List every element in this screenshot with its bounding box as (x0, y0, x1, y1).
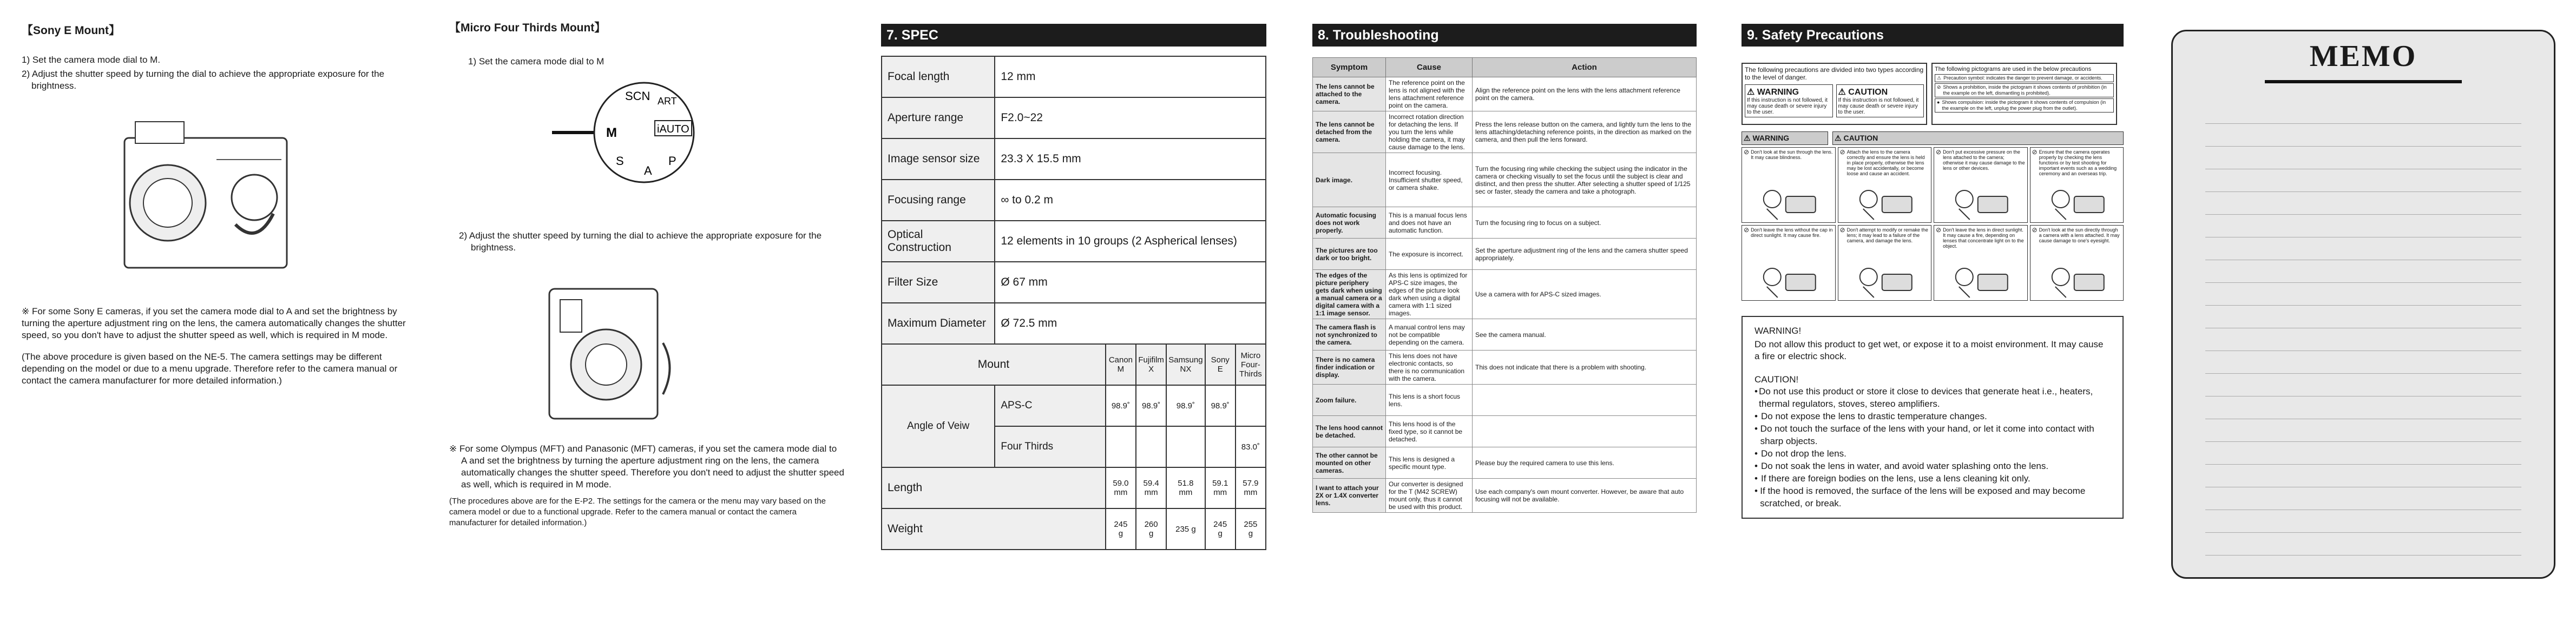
spec-value: 23.3 X 15.5 mm (995, 138, 1266, 180)
bullet-dot-icon: • (1754, 424, 1758, 434)
memo-ruled-line (2205, 214, 2521, 215)
symptom-cell: The lens hood cannot be detached. (1313, 416, 1386, 447)
action-cell: Use each company's own mount converter. However, be aware that auto focusing will not be available. (1473, 479, 1697, 513)
spec-label: Maximum Diameter (882, 303, 995, 344)
caution-column-text: CAUTION (1843, 134, 1878, 142)
spec-row (882, 56, 1266, 97)
safety-title: 9. Safety Precautions (1742, 24, 2124, 47)
weight-value: 245 g (1205, 508, 1236, 550)
mft-note1: ※ For some Olympus (MFT) and Panasonic (MFT) cameras, if you set the camera mode dial to A and set the brightness by turning the aperture adjustment ring on the lens, the camera automatically changes the shutter speed. Therefore you don't need to adjust the shutter speed as well, which is required in M mode. (449, 444, 844, 490)
spec-label: Aperture range (882, 97, 995, 138)
action-cell: Use a camera with for APS-C sized images. (1473, 270, 1697, 319)
safety-cell-illustration (1744, 261, 1834, 299)
safety-cell (1838, 147, 1932, 223)
action-cell: Please buy the required camera to use this lens. (1473, 447, 1697, 479)
length-value: 59.1 mm (1205, 467, 1236, 508)
length-label: Length (882, 467, 1106, 508)
safety-cell-text: Don't leave the lens in direct sunlight. It may cause a fire, depending on lenses that concentrate light on to the object. (1943, 227, 2024, 249)
memo-panel (2171, 30, 2555, 579)
weight-label: Weight (882, 508, 1106, 550)
warning-label: ⚠ WARNING (1747, 88, 1799, 97)
prohibition-icon: ⊘ (1936, 148, 1942, 156)
sony-note2: (The above procedure is given based on the NE-5. The camera settings may be different depending on the model or due to a menu upgrade. Therefore refer to the camera manual or contact the camera manufacturer for more detailed information.) (22, 352, 398, 386)
spec-mount-row (882, 344, 1266, 385)
cause-cell: This lens hood is of the fixed type, so it cannot be detached. (1386, 416, 1473, 447)
bullet-dot-icon: • (1754, 448, 1758, 459)
prohibition-icon: ⊘ (2032, 226, 2038, 234)
length-value: 57.9 mm (1236, 467, 1266, 508)
sony-note1: ※ For some Sony E cameras, if you set the camera mode dial to A and set the brightness by turning the aperture adjustment ring on the lens, the camera automatically changes the shutter speed, so you don't have to adjust the shutter speed as well, which is required in M mode. (22, 306, 406, 340)
cause-cell: This is a manual focus lens and does not have an automatic function. (1386, 207, 1473, 239)
safety-cell (1934, 147, 2028, 223)
safety-cell (1742, 147, 1836, 223)
trouble-row (1313, 447, 1697, 479)
safety-cell-text: Don't attempt to modify or remake the lens; it may lead to a failure of the camera, and damage the lens. (1846, 227, 1928, 243)
trouble-row (1313, 207, 1697, 239)
safety-cell-illustration (2032, 261, 2122, 299)
caution-label: ⚠ CAUTION (1838, 88, 1888, 97)
dial-scn: SCN (625, 89, 650, 103)
apsc-label: APS-C (995, 385, 1105, 426)
bullet-dot-icon: • (1754, 411, 1758, 421)
safety-illustration-grid (1742, 147, 2124, 301)
mft-step2: 2) Adjust the shutter speed by turning the dial to achieve the appropriate exposure for the brightness. (459, 230, 822, 253)
symptom-cell: The lens cannot be attached to the camera. (1313, 77, 1386, 111)
cause-cell: The exposure is incorrect. (1386, 239, 1473, 270)
spec-row (882, 221, 1266, 262)
caution-bullet-text: Do not use this product or store it close to devices that generate heat i.e., heaters, thermal regulators, stoves, stereo amplifiers. (1759, 386, 2093, 409)
trouble-row (1313, 416, 1697, 447)
caution-bullet-text: Do not soak the lens in water, and avoid water splashing onto the lens. (1761, 461, 2049, 471)
spec-label: Focusing range (882, 180, 995, 221)
bullet-dot-icon: • (1754, 473, 1758, 484)
memo-ruled-line (2205, 282, 2521, 283)
symptom-cell: I want to attach your 2X or 1.4X converter lens. (1313, 479, 1386, 513)
spec-label: Filter Size (882, 262, 995, 303)
caution-bullet (1754, 410, 2111, 422)
cause-cell: As this lens is optimized for APS-C size images, the edges of the picture look dark when using a digital camera with 1:1 sized images. (1386, 270, 1473, 319)
header-cause: Cause (1386, 58, 1473, 77)
spec-label: Image sensor size (882, 138, 995, 180)
apsc-value (1236, 385, 1266, 426)
action-cell: Align the reference point on the lens with the lens attachment reference point on the camera. (1473, 77, 1697, 111)
four-thirds-value: 83.0˚ (1236, 426, 1266, 467)
action-cell: See the camera manual. (1473, 319, 1697, 351)
trouble-row (1313, 77, 1697, 111)
warning-caution-box (1742, 316, 2124, 519)
pictogram-intro: The following pictograms are used in the below precautions (1935, 66, 2092, 72)
symptom-cell: There is no camera finder indication or display. (1313, 351, 1386, 385)
trouble-panel (1312, 24, 1697, 628)
mode-dial-illustration (541, 78, 704, 192)
symptom-cell: The camera flash is not synchronized to the camera. (1313, 319, 1386, 351)
mft-title: 【Micro Four Thirds Mount】 (449, 22, 606, 34)
trouble-row (1313, 385, 1697, 416)
memo-ruled-line (2205, 441, 2521, 442)
trouble-row (1313, 239, 1697, 270)
memo-ruled-line (2205, 146, 2521, 147)
pictogram-item (1935, 98, 2114, 113)
spec-apsc-row (882, 385, 1266, 426)
symptom-cell: Dark image. (1313, 153, 1386, 207)
memo-title-rule (2265, 80, 2462, 83)
caution-bullet (1754, 472, 2111, 485)
action-cell (1473, 385, 1697, 416)
bullet-dot-icon: • (1754, 461, 1758, 471)
weight-value: 255 g (1236, 508, 1266, 550)
caution-bullet (1754, 422, 2111, 447)
sony-step1: 1) Set the camera mode dial to M. (22, 55, 161, 65)
action-cell (1473, 416, 1697, 447)
prohibition-icon: ⊘ (1744, 226, 1750, 234)
safety-cell-text: Don't put excessive pressure on the lens attached to the camera; otherwise it may cause damage to the lens or other devices. (1943, 149, 2025, 171)
safety-cell-text: Don't look at the sun directly through a camera with a lens attached. It may cause damage to one's eyesight. (2039, 227, 2120, 243)
trouble-title: 8. Troubleshooting (1312, 24, 1697, 47)
symptom-cell: The pictures are too dark or too bright. (1313, 239, 1386, 270)
sony-camera-illustration (119, 116, 298, 279)
safety-cell-text: Don't look at the sun through the lens. It may cause blindness. (1751, 149, 1833, 160)
prohibition-icon: ⊘ (1744, 148, 1750, 156)
mount-name: Canon M (1106, 344, 1136, 385)
spec-row (882, 303, 1266, 344)
action-cell: Press the lens release button on the camera, and lightly turn the lens to the lens attaching/detaching reference points, in the direction as marked on the camera, and then pull the lens forward. (1473, 111, 1697, 153)
spec-value: 12 elements in 10 groups (2 Aspherical lenses) (995, 221, 1266, 262)
mount-name: Samsung NX (1166, 344, 1205, 385)
trouble-row (1313, 270, 1697, 319)
warning-label-text: WARNING (1757, 88, 1799, 97)
mft-panel (449, 0, 844, 604)
caution-bullet-text: Do not expose the lens to drastic temperature changes. (1761, 411, 1987, 421)
pictogram-symbol-icon: ⚠ (1937, 75, 1942, 81)
danger-levels-box (1742, 63, 1927, 125)
caution-bullet (1754, 485, 2111, 510)
warning-column-text: WARNING (1752, 134, 1790, 142)
action-cell: Set the aperture adjustment ring of the lens and the camera shutter speed appropriately. (1473, 239, 1697, 270)
length-value: 51.8 mm (1166, 467, 1205, 508)
weight-value: 260 g (1136, 508, 1166, 550)
memo-ruled-line (2205, 305, 2521, 306)
trouble-row (1313, 351, 1697, 385)
spec-panel (881, 24, 1266, 628)
header-action: Action (1473, 58, 1697, 77)
spec-row (882, 97, 1266, 138)
safety-cell (1742, 225, 1836, 301)
mount-label: Mount (882, 344, 1106, 385)
trouble-row (1313, 111, 1697, 153)
header-symptom: Symptom (1313, 58, 1386, 77)
prohibition-icon: ⊘ (1839, 148, 1845, 156)
prohibition-icon: ⊘ (1936, 226, 1942, 234)
pictogram-symbol-icon: ● (1937, 100, 1940, 105)
mount-name: Micro Four-Thirds (1236, 344, 1266, 385)
bullet-dot-icon: • (1754, 386, 1758, 396)
safety-cell-text: Don't leave the lens without the cap in direct sunlight. It may cause fire. (1751, 227, 1833, 238)
cause-cell: Incorrect rotation direction for detaching the lens. If you turn the lens while holding the camera, it may cause damage to the lens. (1386, 111, 1473, 153)
spec-value: ∞ to 0.2 m (995, 180, 1266, 221)
spec-row (882, 138, 1266, 180)
safety-cell (2030, 147, 2124, 223)
warning-heading: WARNING! (1754, 326, 1802, 336)
caution-bullet-text: If there are foreign bodies on the lens, use a lens cleaning kit only. (1761, 473, 2030, 484)
safety-cell-illustration (2032, 183, 2122, 221)
pictogram-symbol-icon: ⊘ (1937, 84, 1941, 90)
caution-bullet-text: If the hood is removed, the surface of the lens will be exposed and may become scratched, or break. (1760, 486, 2086, 508)
caution-heading: CAUTION! (1754, 374, 1799, 385)
spec-value: Ø 67 mm (995, 262, 1266, 303)
spec-weight-row (882, 508, 1266, 550)
weight-value: 235 g (1166, 508, 1205, 550)
cause-cell: Incorrect focusing. Insufficient shutter speed, or camera shake. (1386, 153, 1473, 207)
caution-bullet (1754, 460, 2111, 472)
cause-cell: This lens does not have electronic contacts, so there is no communication with the camera. (1386, 351, 1473, 385)
angle-label: Angle of Veiw (882, 385, 995, 467)
spec-table (881, 56, 1266, 550)
cause-cell: This lens is designed a specific mount type. (1386, 447, 1473, 479)
safety-cell-illustration (1936, 183, 2026, 221)
trouble-row (1313, 153, 1697, 207)
spec-length-row (882, 467, 1266, 508)
spec-title: 7. SPEC (881, 24, 1266, 47)
pictogram-box (1931, 63, 2117, 125)
dial-art: ART (658, 96, 677, 107)
apsc-value: 98.9˚ (1166, 385, 1205, 426)
mft-step1: 1) Set the camera mode dial to M (468, 56, 604, 67)
pictogram-text: Shows a prohibition, inside the pictogram it shows contents of prohibition (in the example on the left, dismantling is prohibited). (1943, 84, 2107, 96)
apsc-value: 98.9˚ (1136, 385, 1166, 426)
memo-title: MEMO (2309, 39, 2417, 73)
cause-cell: The reference point on the lens is not aligned with the lens attachment reference point on the camera. (1386, 77, 1473, 111)
cause-cell: A manual control lens may not be compatible depending on the camera. (1386, 319, 1473, 351)
caution-bullet-text: Do not drop the lens. (1761, 448, 1846, 459)
memo-ruled-line (2205, 373, 2521, 374)
bullet-dot-icon: • (1754, 486, 1758, 496)
safety-cell-illustration (1936, 261, 2026, 299)
safety-cell-text: Ensure that the camera operates properly by checking the lens functions or by test shooting for important events such as a wedding ceremony and an overseas trip. (2039, 149, 2117, 176)
safety-cell-text: Attach the lens to the camera correctly and ensure the lens is held in place properly, otherwise the lens may be lost accidentally, or become loose and cause an accident. (1846, 149, 1925, 176)
caution-desc: If this instruction is not followed, it may cause death or severe injury to the user. (1838, 97, 1919, 115)
symptom-cell: The lens cannot be detached from the camera. (1313, 111, 1386, 153)
dial-auto: iAUTO (657, 123, 689, 135)
trouble-row (1313, 319, 1697, 351)
dial-p: P (668, 154, 676, 168)
safety-cell-illustration (1840, 261, 1930, 299)
shutter-dial-illustration (538, 283, 679, 424)
caution-bullet (1754, 385, 2111, 410)
four-thirds-value (1166, 426, 1205, 467)
safety-cell (2030, 225, 2124, 301)
pictogram-item (1935, 83, 2114, 97)
dial-s: S (616, 154, 624, 168)
sony-title: 【Sony E Mount】 (22, 24, 120, 37)
symptom-cell: Zoom failure. (1313, 385, 1386, 416)
weight-value: 245 g (1106, 508, 1136, 550)
cause-cell: This lens is a short focus lens. (1386, 385, 1473, 416)
caution-label-text: CAUTION (1848, 88, 1888, 97)
mount-name: Fujifilm X (1136, 344, 1166, 385)
safety-cell-illustration (1744, 183, 1834, 221)
warning-column-head: ⚠ WARNING (1742, 131, 1828, 145)
spec-label: Focal length (882, 56, 995, 97)
symptom-cell: Automatic focusing does not work properly. (1313, 207, 1386, 239)
length-value: 59.4 mm (1136, 467, 1166, 508)
dial-a: A (644, 164, 652, 177)
caution-bullet (1754, 447, 2111, 460)
action-cell: This does not indicate that there is a problem with shooting. (1473, 351, 1697, 385)
action-cell: Turn the focusing ring to focus on a subject. (1473, 207, 1697, 239)
mount-name: Sony E (1205, 344, 1236, 385)
four-thirds-value (1106, 426, 1136, 467)
four-thirds-label: Four Thirds (995, 426, 1105, 467)
spec-label: Optical Construction (882, 221, 995, 262)
prohibition-icon: ⊘ (2032, 148, 2038, 156)
dial-m: M (606, 125, 617, 140)
apsc-value: 98.9˚ (1106, 385, 1136, 426)
pictogram-text: Shows compulsion: inside the pictogram it shows contents of compulsion (in the example on the left, unplug the power plug from the outlet). (1942, 100, 2106, 111)
safety-cell-illustration (1840, 183, 1930, 221)
sony-panel (22, 0, 417, 604)
memo-ruled-line (2205, 532, 2521, 533)
pictogram-item (1935, 74, 2114, 82)
trouble-row (1313, 479, 1697, 513)
cause-cell: Our converter is designed for the T (M42 SCREW) mount only, thus it cannot be used with this product. (1386, 479, 1473, 513)
sony-step2: 2) Adjust the shutter speed by turning the dial to achieve the appropriate exposure for the brightness. (22, 69, 385, 91)
action-cell: Turn the focusing ring while checking the subject using the indicator in the camera or checking visually to set the focus until the subject is clear and distinct, and then press the shutter. After selecting a shutter speed of 1/125 sec or faster, steady the camera and take a photograph. (1473, 153, 1697, 207)
spec-value: 12 mm (995, 56, 1266, 97)
spec-value: Ø 72.5 mm (995, 303, 1266, 344)
safety-cell (1934, 225, 2028, 301)
length-value: 59.0 mm (1106, 467, 1136, 508)
safety-panel (1742, 24, 2124, 628)
memo-ruled-line (2205, 464, 2521, 465)
danger-levels-intro: The following precautions are divided into two types according to the level of danger. (1745, 66, 1924, 81)
memo-ruled-line (2205, 555, 2521, 556)
spec-row (882, 262, 1266, 303)
spec-value: F2.0~22 (995, 97, 1266, 138)
apsc-value: 98.9˚ (1205, 385, 1236, 426)
pictogram-text: Precaution symbol: indicates the danger to prevent damage, or accidents. (1943, 75, 2102, 81)
prohibition-icon: ⊘ (1839, 226, 1845, 234)
four-thirds-value (1136, 426, 1166, 467)
spec-row (882, 180, 1266, 221)
mft-note2: (The procedures above are for the E-P2. The settings for the camera or the menu may vary based on the camera model or due to a functional upgrade. Refer to the camera manual or contact the camera manufacturer for detailed information.) (449, 497, 826, 527)
caution-bullet-text: Do not touch the surface of the lens with your hand, or let it come into contact with sharp objects. (1760, 424, 2094, 446)
symptom-cell: The other cannot be mounted on other cameras. (1313, 447, 1386, 479)
safety-cell (1838, 225, 1932, 301)
warning-desc: If this instruction is not followed, it may cause death or severe injury to the user. (1747, 97, 1828, 115)
symptom-cell: The edges of the picture periphery gets dark when using a manual camera or a digital camera with a 1:1 image sensor. (1313, 270, 1386, 319)
memo-ruled-line (2205, 123, 2521, 124)
caution-column-head: ⚠ CAUTION (1832, 131, 2124, 145)
warning-body: Do not allow this product to get wet, or expose it to a moist environment. It may cause a fire or electric shock. (1754, 339, 2104, 361)
memo-ruled-line (2205, 191, 2521, 192)
four-thirds-value (1205, 426, 1236, 467)
trouble-table (1312, 57, 1697, 513)
